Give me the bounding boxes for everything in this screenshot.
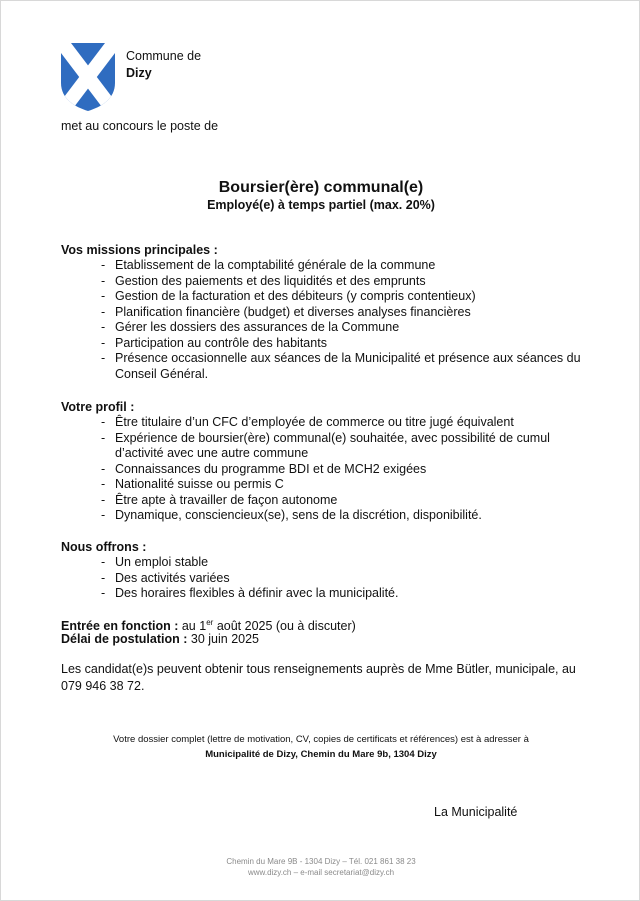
list-item: - Gestion de la facturation et des débiteurs (y compris contentieux) xyxy=(101,289,591,305)
entree-value-pre: au 1 xyxy=(181,619,207,634)
offre-list xyxy=(61,555,591,602)
footer-web: www.dizy.ch – e-mail secretariat@dizy.ch xyxy=(247,868,395,877)
list-item: - Présence occasionnelle aux séances de la Municipalité et présence aux séances du Conseil Général. xyxy=(101,351,591,382)
list-item: - Planification financière (budget) et diverses analyses financières xyxy=(101,305,591,321)
delai-value: 30 juin 2025 xyxy=(190,632,260,646)
offre-section xyxy=(61,539,591,602)
dossier-block xyxy=(1,732,640,762)
job-title: Boursier(ère) communal(e) xyxy=(218,179,424,196)
entree-value-post: août 2025 (ou à discuter) xyxy=(216,619,356,634)
entree-value-sup: er xyxy=(206,618,214,627)
commune-prefix: Commune de xyxy=(126,49,202,63)
contact-text: Les candidat(e)s peuvent obtenir tous renseignements auprès de Mme Bütler, municipale, au 079 946 38 72. xyxy=(61,662,576,693)
list-item: - Expérience de boursier(ère) communal(e) souhaitée, avec possibilité de cumul d’activité avec une autre commune xyxy=(101,431,591,462)
delai-line xyxy=(61,631,259,647)
list-item: - Gestion des paiements et des liquidités et des emprunts xyxy=(101,274,591,290)
list-item: - Être apte à travailler de façon autonome xyxy=(101,493,591,509)
missions-section xyxy=(61,242,591,382)
footer-address: Chemin du Mare 9B - 1304 Dizy – Tél. 021 861 38 23 xyxy=(226,857,416,866)
missions-heading: Vos missions principales : xyxy=(61,243,218,257)
entree-label: Entrée en fonction : xyxy=(61,619,179,634)
list-item: - Gérer les dossiers des assurances de la Commune xyxy=(101,320,591,336)
missions-list xyxy=(61,258,591,382)
coat-of-arms-logo xyxy=(61,43,115,111)
list-item: - Connaissances du programme BDI et de MCH2 exigées xyxy=(101,462,591,478)
job-title-block xyxy=(1,178,640,213)
commune-name: Dizy xyxy=(126,66,152,80)
list-item: - Participation au contrôle des habitants xyxy=(101,336,591,352)
list-item: - Un emploi stable xyxy=(101,555,591,571)
delai-label: Délai de postulation : xyxy=(61,632,188,646)
list-item: - Etablissement de la comptabilité générale de la commune xyxy=(101,258,591,274)
dossier-text: Votre dossier complet (lettre de motivation, CV, copies de certificats et références) est à adresser à xyxy=(113,734,529,745)
job-subtitle: Employé(e) à temps partiel (max. 20%) xyxy=(207,198,435,212)
list-item: - Nationalité suisse ou permis C xyxy=(101,477,591,493)
signoff: La Municipalité xyxy=(434,805,518,819)
list-item: - Des horaires flexibles à définir avec la municipalité. xyxy=(101,586,591,602)
profil-section xyxy=(61,399,591,524)
offre-heading: Nous offrons : xyxy=(61,540,147,554)
list-item: - Des activités variées xyxy=(101,571,591,587)
commune-header xyxy=(126,48,201,82)
footer xyxy=(1,856,640,878)
intro-text: met au concours le poste de xyxy=(61,119,219,133)
list-item: - Dynamique, consciencieux(se), sens de la discrétion, disponibilité. xyxy=(101,508,591,524)
profil-list xyxy=(61,415,591,524)
dossier-address: Municipalité de Dizy, Chemin du Mare 9b, 1304 Dizy xyxy=(205,749,437,760)
profil-heading: Votre profil : xyxy=(61,400,135,414)
list-item: - Être titulaire d’un CFC d’employée de commerce ou titre jugé équivalent xyxy=(101,415,591,431)
